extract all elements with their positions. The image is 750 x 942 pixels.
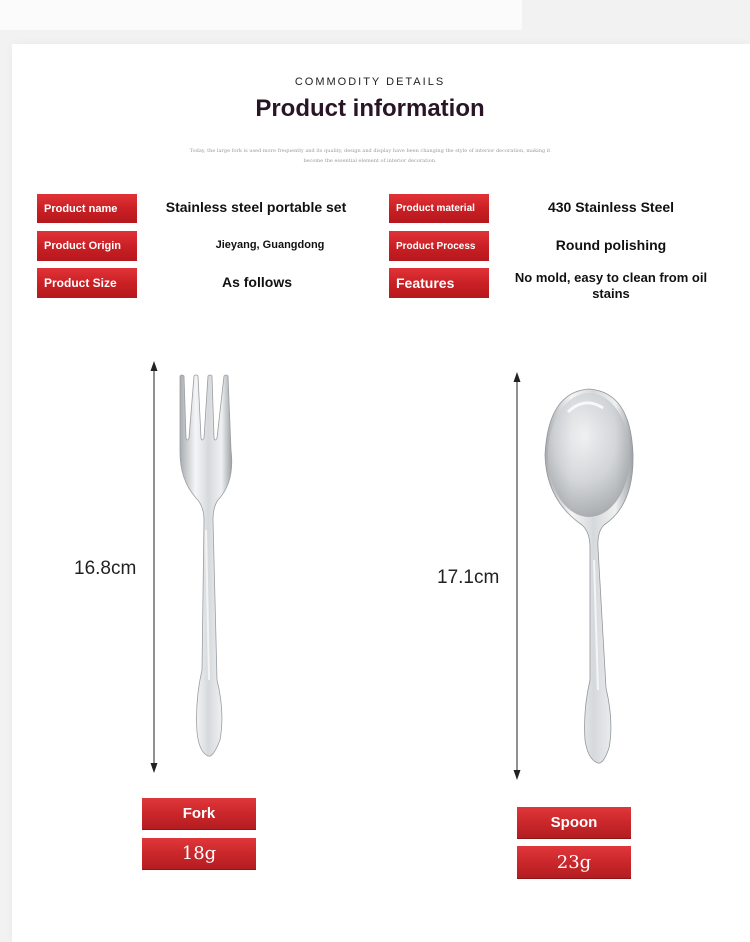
product-size-value: As follows: [221, 274, 292, 290]
spoon-name-tag: Spoon: [517, 807, 631, 839]
product-material-value: 430 Stainless Steel: [547, 199, 675, 215]
spoon-image: [545, 389, 633, 763]
product-process-value: Round polishing: [555, 237, 667, 253]
product-process-label: Product Process: [389, 231, 489, 261]
section-eyebrow: COMMODITY DETAILS: [294, 76, 446, 88]
fork-weight-tag: 18g: [142, 838, 256, 870]
spoon-length-label: 17.1cm: [437, 567, 500, 588]
fork-name-tag: Fork: [142, 798, 256, 830]
product-material-label: Product material: [389, 194, 489, 223]
product-name-label: Product name: [37, 194, 137, 223]
features-label: Features: [389, 268, 489, 298]
fork-length-label: 16.8cm: [74, 558, 137, 579]
product-size-label: Product Size: [37, 268, 137, 298]
spoon-dimension-arrow: [514, 372, 521, 780]
page-title: Product information: [255, 95, 485, 122]
intro-text: Today, the large fork is used more frequently and its quality, design and display have been changing the style of interior decoration, making it become the essential element of interior decoration.: [189, 148, 551, 164]
fork-image: [180, 375, 232, 756]
fork-dimension-arrow: [151, 361, 158, 773]
product-name-value: Stainless steel portable set: [165, 199, 347, 215]
product-origin-label: Product Origin: [37, 231, 137, 261]
product-origin-value: Jieyang, Guangdong: [215, 239, 325, 251]
features-value: No mold, easy to clean from oil stains: [514, 270, 708, 301]
spoon-weight-tag: 23g: [517, 846, 631, 879]
